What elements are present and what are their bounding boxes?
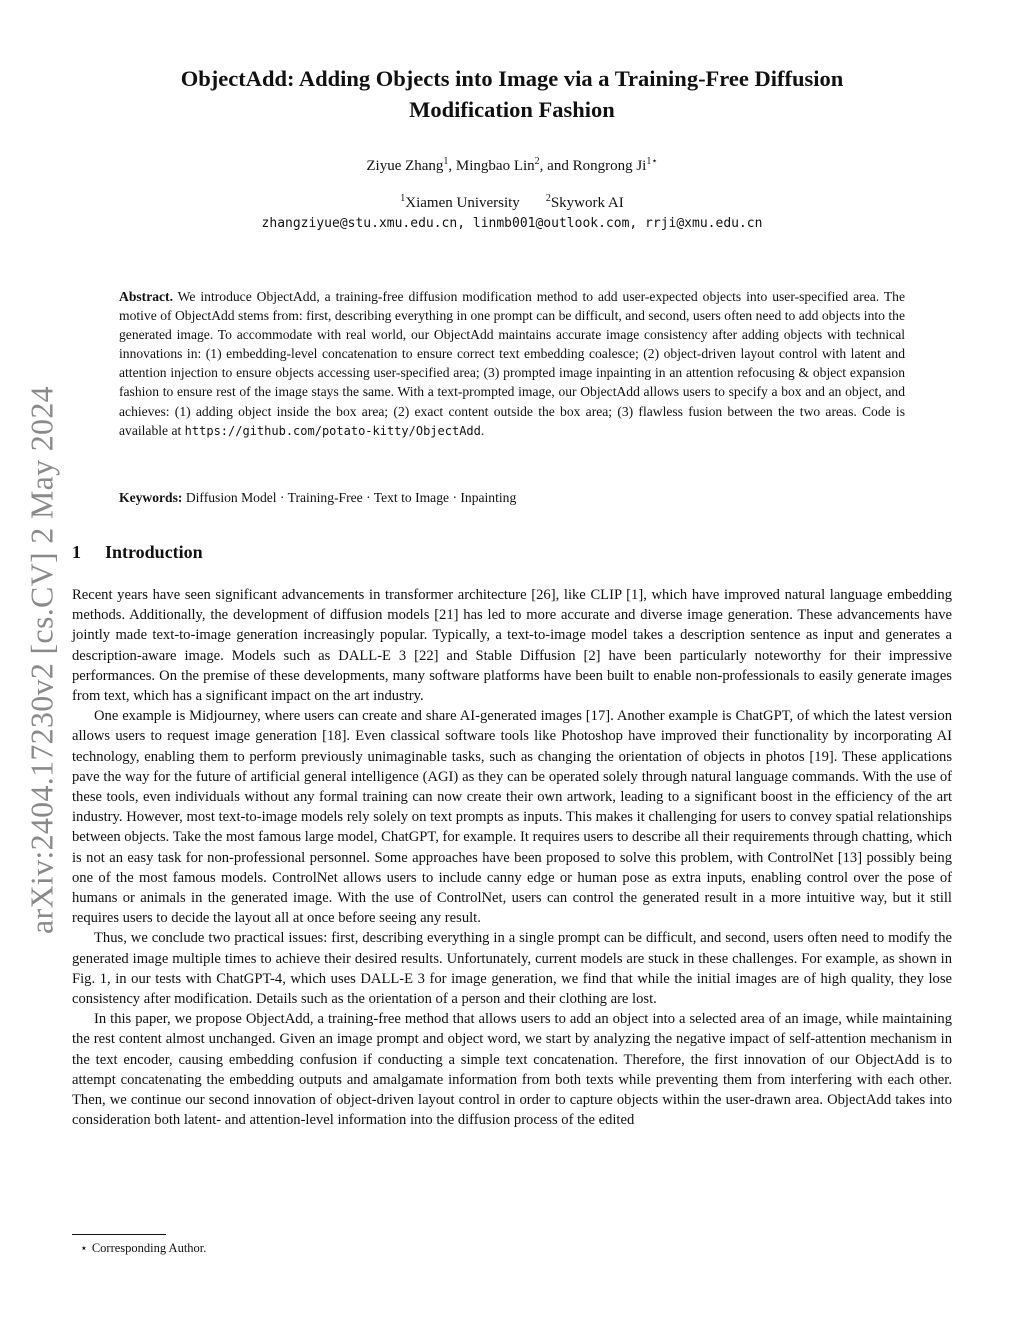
code-link[interactable]: https://github.com/potato-kitty/ObjectAdd: [184, 423, 481, 438]
author-name: Mingbao Lin: [455, 158, 535, 174]
author-affiliation-mark: 1⋆: [646, 156, 658, 167]
section-title-text: Introduction: [105, 542, 203, 562]
footnote: [72, 1240, 952, 1256]
author-name: Ziyue Zhang: [366, 158, 444, 174]
paragraph: One example is Midjourney, where users can create and share AI-generated images [17]. Another example is ChatGPT, of which the latest version allows users to request image generation [18]. Even classical software tools like Photoshop have improved their functionality by incorporating AI technology, enabling them to perform previously unimaginable tasks, such as changing the orientation of objects in photos [19]. These applications pave the way for the future of artificial general intelligence (AGI) as they can be operated solely through natural language commands. With the use of these tools, even individuals without any formal training can now create their own artwork, leading to a significant boost in the efficiency of the art industry. However, most text-to-image models rely solely on text prompts as inputs. This makes it challenging for users to convey spatial relationships between objects. Take the most famous large model, ChatGPT, for example. It requires users to describe all their requirements through chatting, which is not an easy task for non-professional personnel. Some approaches have been proposed to solve this problem, with ControlNet [13] possibly being one of the most famous models. ControlNet allows users to include canny edge or human pose as extra inputs, enabling control over the pose of humans or animals in the generated image. With the use of ControlNet, users can control the generated result in a more intuitive way, but it still requires users to decide the layout all at once before seeing any result.: [72, 708, 952, 927]
paragraph: Thus, we conclude two practical issues: first, describing everything in a single prompt can be difficult, and second, users often need to modify the generated image multiple times to achieve their desired results. Unfortunately, current models are stuck in these challenges. For example, as shown in Fig. 1, in our tests with ChatGPT-4, which uses DALL-E 3 for image generation, we find that while the initial images are of high quality, they lose consistency after modification. Details such as the orientation of a person and their clothing are lost.: [72, 930, 952, 1008]
author-affiliation-mark: 2: [534, 156, 540, 167]
title-line-1: ObjectAdd: Adding Objects into Image via a Training-Free Diffusion: [180, 66, 844, 91]
keywords-text: Diffusion Model · Training-Free · Text to Image · Inpainting: [182, 490, 517, 505]
section-number: 1: [72, 542, 81, 562]
affiliation-mark: 1: [400, 193, 406, 204]
author-affiliation-mark: 1: [443, 156, 449, 167]
paragraph: Recent years have seen significant advancements in transformer architecture [26], like CLIP [1], which have improved natural language embedding methods. Additionally, the development of diffusion models [21] has led to more accurate and diverse image generation. These advancements have jointly made text-to-image generation increasingly popular. Typically, a text-to-image model takes a description sentence as input and generates a description-aware image. Models such as DALL-E 3 [22] and Stable Diffusion [2] have been particularly noteworthy for their impressive performances. On the premise of these developments, many software platforms have been built to enable non-professionals to easily generate images from text, which has a significant impact on the art industry.: [72, 587, 952, 705]
footnote-divider: [72, 1234, 166, 1235]
affiliations: [72, 195, 952, 212]
affiliation-name: Skywork AI: [550, 195, 624, 211]
arxiv-side-stamp: [18, 360, 66, 960]
keywords: [119, 488, 905, 507]
title-line-2: Modification Fashion: [409, 97, 615, 122]
affiliation-mark: 2: [545, 193, 551, 204]
keywords-label: Keywords:: [119, 490, 183, 505]
abstract-end: .: [480, 422, 485, 438]
paragraph: In this paper, we propose ObjectAdd, a training-free method that allows users to add an object into a selected area of an image, while maintaining the rest content almost unchanged. Given an image prompt and object word, we start by analyzing the negative impact of self-attention mechanism in the text encoder, causing embedding confusion if conducting a simple text concatenation. Therefore, the first innovation of our ObjectAdd is to attempt concatenating the embedding outputs and amalgamate information from both texts while preventing them from interfering with each other. Then, we continue our second innovation of object-driven layout control in order to capture objects within the user-drawn area. ObjectAdd takes into consideration both latent- and attention-level information into the diffusion process of the edited: [72, 1011, 952, 1129]
footnote-text: Corresponding Author.: [91, 1241, 207, 1255]
abstract-label: Abstract.: [119, 289, 173, 304]
body-text: [72, 585, 952, 1130]
author-name: Rongrong Ji: [572, 158, 647, 174]
author-separator: ,: [448, 158, 456, 174]
footnote-mark: ⋆: [80, 1241, 88, 1255]
affiliation-name: Xiamen University: [405, 195, 520, 211]
author-separator: , and: [539, 158, 573, 174]
author-emails: zhangziyue@stu.xmu.edu.cn, linmb001@outlook.com, rrji@xmu.edu.cn: [261, 216, 763, 231]
abstract: [119, 287, 905, 441]
arxiv-identifier: arXiv:2404.17230v2 [cs.CV] 2 May 2024: [23, 386, 60, 934]
abstract-text: We introduce ObjectAdd, a training-free diffusion modification method to add user-expected objects into user-specified area. The motive of ObjectAdd stems from: first, describing everything in one prompt can be difficult, and second, users often need to add objects into the generated image. To accommodate with real world, our ObjectAdd maintains accurate image consistency after adding objects with technical innovations in: (1) embedding-level concatenation to ensure correct text embedding coalesce; (2) object-driven layout control with latent and attention injection to ensure objects accessing user-specified area; (3) prompted image inpainting in an attention refocusing & object expansion fashion to ensure rest of the image stays the same. With a text-prompted image, our ObjectAdd allows users to specify a box and an object, and achieves: (1) adding object inside the box area; (2) exact content outside the box area; (3) flawless fusion between the two areas. Code is available at: [119, 289, 905, 438]
paper-title: [72, 63, 952, 125]
author-list: [72, 158, 952, 175]
section-heading: [72, 542, 952, 563]
